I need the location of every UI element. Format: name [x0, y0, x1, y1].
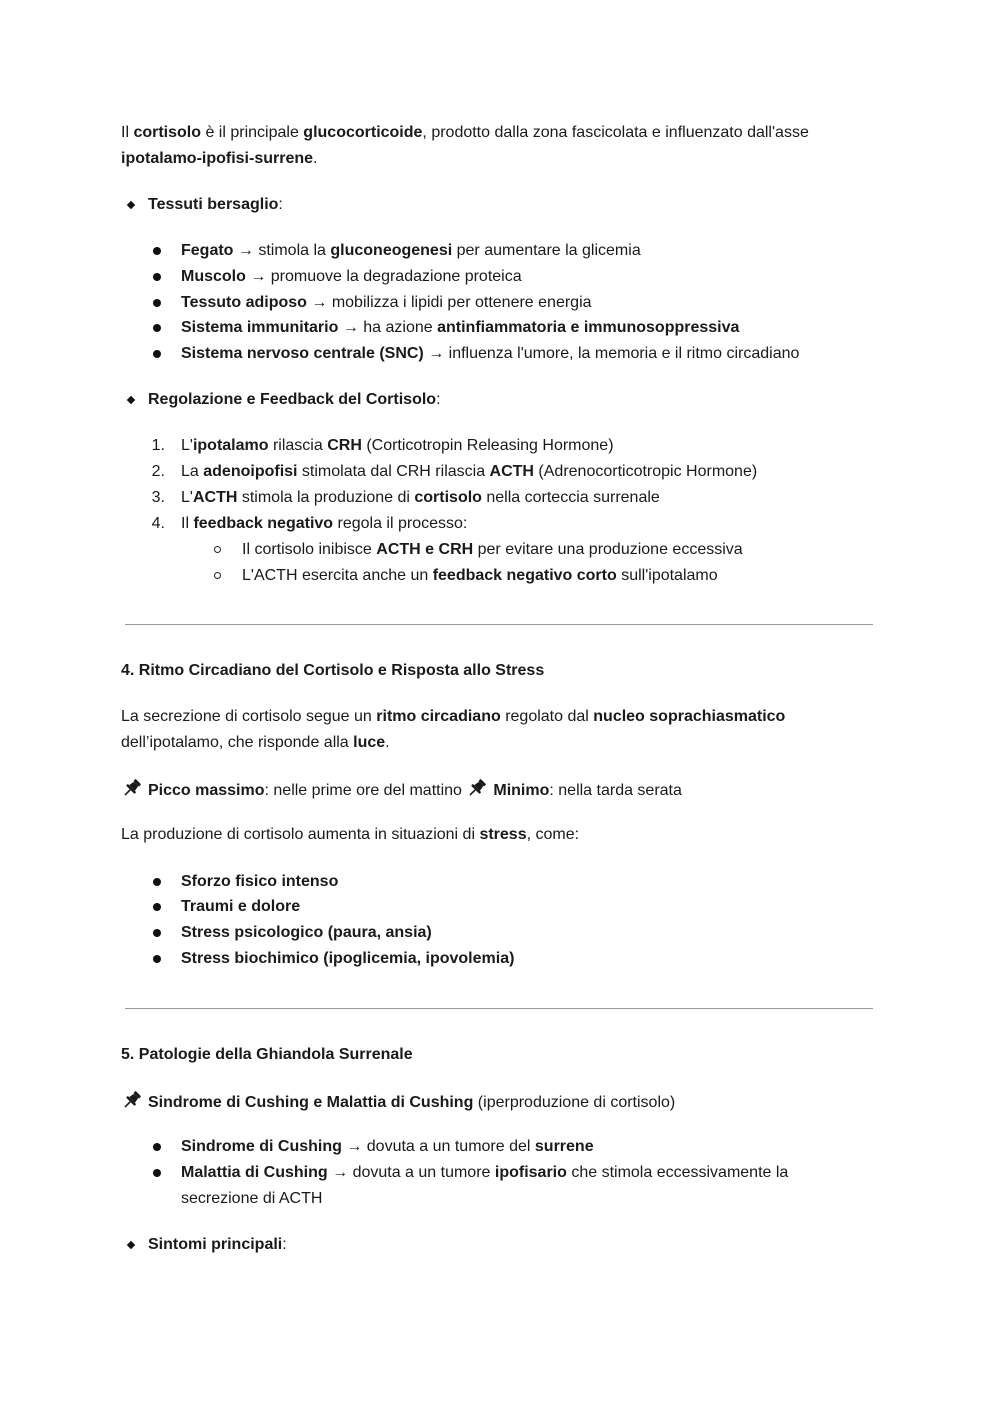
stress-item: Traumi e dolore	[181, 898, 301, 915]
step-number: 2.	[151, 463, 165, 480]
step-item: L'ipotalamo rilascia CRH (Corticotropin Releasing Hormone)	[181, 437, 614, 454]
cushing-item-continuation: secrezione di ACTH	[181, 1190, 323, 1207]
bullet-icon	[153, 247, 161, 255]
cushing-item: Sindrome di Cushing → dovuta a un tumore del surrene	[181, 1138, 594, 1155]
cushing-heading: Sindrome di Cushing e Malattia di Cushing (iperproduzione di cortisolo)	[121, 1090, 675, 1114]
pushpin-icon	[121, 778, 143, 798]
bullet-icon	[153, 903, 161, 911]
cushing-item: Malattia di Cushing → dovuta a un tumore ipofisario che stimola eccessivamente la	[181, 1164, 789, 1181]
stress-item: Sforzo fisico intenso	[181, 873, 339, 890]
divider	[125, 624, 873, 625]
section-4-paragraph-line-1: La secrezione di cortisolo segue un ritmo circadiano regolato dal nucleo soprachiasmatico	[121, 708, 786, 725]
step-item: L'ACTH stimola la produzione di cortisolo nella corteccia surrenale	[181, 489, 660, 506]
bullet-icon	[153, 324, 161, 332]
bullet-icon	[153, 350, 161, 358]
pushpin-icon	[121, 1090, 143, 1110]
bullet-icon	[153, 955, 161, 963]
bullet-icon	[153, 1169, 161, 1177]
diamond-bullet-icon	[127, 1241, 135, 1249]
section-5-title: 5. Patologie della Ghiandola Surrenale	[121, 1046, 413, 1063]
circle-bullet-icon	[214, 572, 221, 579]
list-item: Muscolo → promuove la degradazione proteica	[181, 268, 522, 285]
sub-item: Il cortisolo inibisce ACTH e CRH per evitare una produzione eccessiva	[242, 541, 743, 558]
list-item: Fegato → stimola la gluconeogenesi per aumentare la glicemia	[181, 242, 641, 259]
intro-line-1: Il cortisolo è il principale glucocorticoide, prodotto dalla zona fascicolata e influenzato dall'asse	[121, 124, 809, 141]
pushpin-icon	[466, 778, 488, 798]
step-number: 1.	[151, 437, 165, 454]
list-item: Sistema immunitario → ha azione antinfiammatoria e immunosoppressiva	[181, 319, 740, 336]
sub-item: L'ACTH esercita anche un feedback negativo corto sull'ipotalamo	[242, 567, 718, 584]
bullet-icon	[153, 1143, 161, 1151]
list-item: Tessuto adiposo → mobilizza i lipidi per ottenere energia	[181, 294, 592, 311]
diamond-bullet-icon	[127, 201, 135, 209]
peak-min-line: Picco massimo: nelle prime ore del mattino Minimo: nella tarda serata	[121, 778, 682, 802]
circle-bullet-icon	[214, 546, 221, 553]
stress-intro: La produzione di cortisolo aumenta in situazioni di stress, come:	[121, 826, 580, 843]
targets-heading: Tessuti bersaglio:	[148, 196, 283, 213]
bullet-icon	[153, 299, 161, 307]
section-4-paragraph-line-2: dell’ipotalamo, che risponde alla luce.	[121, 734, 390, 751]
stress-item: Stress biochimico (ipoglicemia, ipovolemia)	[181, 950, 515, 967]
regulation-heading: Regolazione e Feedback del Cortisolo:	[148, 391, 441, 408]
bullet-icon	[153, 878, 161, 886]
stress-item: Stress psicologico (paura, ansia)	[181, 924, 432, 941]
list-item: Sistema nervoso centrale (SNC) → influenza l'umore, la memoria e il ritmo circadiano	[181, 345, 800, 362]
step-number: 4.	[151, 515, 165, 532]
divider	[125, 1008, 873, 1009]
step-item: La adenoipofisi stimolata dal CRH rilascia ACTH (Adrenocorticotropic Hormone)	[181, 463, 758, 480]
bullet-icon	[153, 273, 161, 281]
step-number: 3.	[151, 489, 165, 506]
diamond-bullet-icon	[127, 396, 135, 404]
bullet-icon	[153, 929, 161, 937]
step-item: Il feedback negativo regola il processo:	[181, 515, 468, 532]
symptoms-heading: Sintomi principali:	[148, 1236, 287, 1253]
section-4-title: 4. Ritmo Circadiano del Cortisolo e Risposta allo Stress	[121, 662, 545, 679]
intro-line-2: ipotalamo-ipofisi-surrene.	[121, 150, 318, 167]
